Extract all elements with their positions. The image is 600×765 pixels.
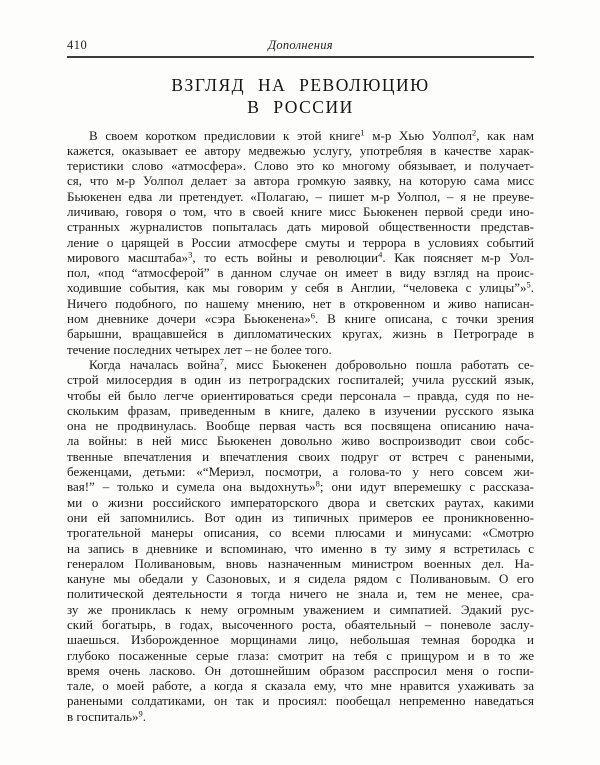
text-line: течение последних четырех лет – не более того. (67, 341, 332, 357)
text-line: генералом Поливановым, вновь назначенным министром военных дел. На- (67, 555, 534, 571)
text-line: странных журналистов попыталась дать мировой общественности представ- (67, 219, 534, 235)
text-line: трогательной манеры описания, со всеми плюсами и минусами: «Смотрю (67, 525, 534, 541)
text-line: на запись в дневнике и вспоминаю, что именно в ту зиму я встретилась с (67, 540, 534, 556)
text-line: ходившие события, как мы говорим у себя в Англии, “человека с улицы”»$^5$. (67, 279, 534, 296)
chapter-title (67, 74, 534, 119)
text-line: ном дневнике дочери «сэра Бьюкенена»$^6$. В книге описана, с точки зрения (67, 310, 534, 327)
text-line: зу же прониклась к нему огромным уважением и симпатией. Эдакий рус- (67, 601, 534, 617)
text-line: вая!” – только и сумела она выдохнуть»$^8$; они идут вперемешку с рассказа- (67, 478, 534, 495)
paragraph (67, 357, 534, 724)
chapter-title-line-2: В РОССИИ (247, 97, 354, 117)
text-line: личиваю, говоря о том, что в своей книге мисс Бьюкенен первой среди ино- (67, 203, 534, 219)
footnote-reference: 6 (310, 310, 315, 321)
footnote-reference: 7 (219, 356, 224, 367)
footnote-reference: 8 (315, 478, 320, 489)
footnote-reference: 1 (360, 127, 365, 137)
text-line: политической деятельности я тогда ничего не знала и, тем не менее, сра- (67, 586, 534, 602)
text-line: кануне мы обедали у Сазоновых, и я сидела рядом с Поливановым. О его (67, 571, 534, 587)
text-line: чтобы ей было легче ориентироваться среди персонала – правда, судя по не- (67, 387, 534, 403)
text-line: твенные впечатления и впечатления своих подруг от встреч с ранеными, (67, 448, 534, 464)
text-line: скольким фразам, приведенным в книге, далеко в изучении русского языка (67, 402, 534, 418)
text-line: Когда началась война$^7$, мисс Бьюкенен добровольно пошла работать се- (89, 356, 534, 372)
text-line: беженцами, детьми: «“Мериэл, посмотри, а голова-то у него совсем жи- (67, 464, 534, 480)
footnote-reference: 2 (472, 127, 477, 137)
text-line: Ничего подобного, по нашему мнению, нет в откровенном и живо написан- (67, 295, 534, 311)
text-line: пол, «под “атмосферой” в данном случае он имеет в виду взгляд на проис- (67, 265, 534, 281)
footnote-reference: 5 (526, 279, 531, 290)
text-line: ранеными солдатиками, он так и просиял: пообещал непременно наведаться (67, 693, 534, 709)
chapter-title-line-1: ВЗГЛЯД НА РЕВОЛЮЦИЮ (171, 74, 430, 95)
text-line: тале, о моей работе, а когда я сказала ему, что мне нравится ухаживать за (67, 678, 534, 694)
text-line: они ей запомнились. Вот один из типичных примеров ее проникновенно- (67, 509, 534, 525)
text-line: время очень ласково. Он дотошнейшим образом расспросил меня о госпи- (67, 662, 534, 678)
text-line: Бьюкенен едва ли претендует. «Полагаю, – пишет м-р Уолпол, – я не преуве- (67, 188, 534, 204)
text-line: мирового масштаба»$^3$, то есть войны и революции$^4$. Как поясняет м-р Уол- (67, 249, 534, 265)
text-line: в госпиталь»$^9$. (67, 708, 147, 724)
text-line: В своем коротком предисловии к этой книге$^1$ м-р Хью Уолпол$^2$, как нам (89, 127, 534, 143)
text-line: ся, что м-р Уолпол делает за автора громкую заявку, на которую сама мисс (67, 173, 534, 189)
running-title: Дополнения (268, 38, 333, 52)
text-line: ление о царящей в России атмосфере смуты и террора в условиях событий (67, 234, 534, 250)
footnote-reference: 3 (188, 249, 193, 260)
text-line: глубоко посаженные серые глаза: смотрит на тебя с прищуром и в то же (67, 647, 534, 663)
text-line: теристики слово «атмосфера». Слово это ко многому обязывает, и получает- (67, 158, 534, 174)
text-line: строй милосердия в один из петроградских госпиталей; учила русский язык, (67, 372, 534, 388)
header-rule-divider (67, 56, 534, 58)
footnote-reference: 9 (138, 708, 143, 719)
paragraph (67, 128, 534, 357)
text-line: она не продвинулась. Вообще первая часть вся посвящена описанию нача- (67, 418, 534, 434)
footnote-reference: 4 (378, 249, 383, 260)
body-text (67, 128, 534, 725)
running-head (67, 38, 534, 53)
text-line: кажется, оказывает ее автору медвежью услугу, употребляя в качестве харак- (67, 142, 534, 158)
text-line: шаешься. Изборожденное морщинами лицо, небольшая темная бородка и (67, 632, 534, 648)
text-line: ми о жизни российского императорского двора и светских раутах, какими (67, 494, 534, 510)
text-line: барышни, вращавшейся в дипломатических кругах, жизнь в Петрограде в (67, 326, 534, 342)
text-line: ла войны: в ней мисс Бьюкенен довольно живо воспроизводит свои собс- (67, 433, 534, 449)
text-line: ский богатырь, в годах, высоченного роста, обаятельный – поневоле заслу- (67, 617, 534, 632)
page-number: 410 (67, 38, 88, 52)
